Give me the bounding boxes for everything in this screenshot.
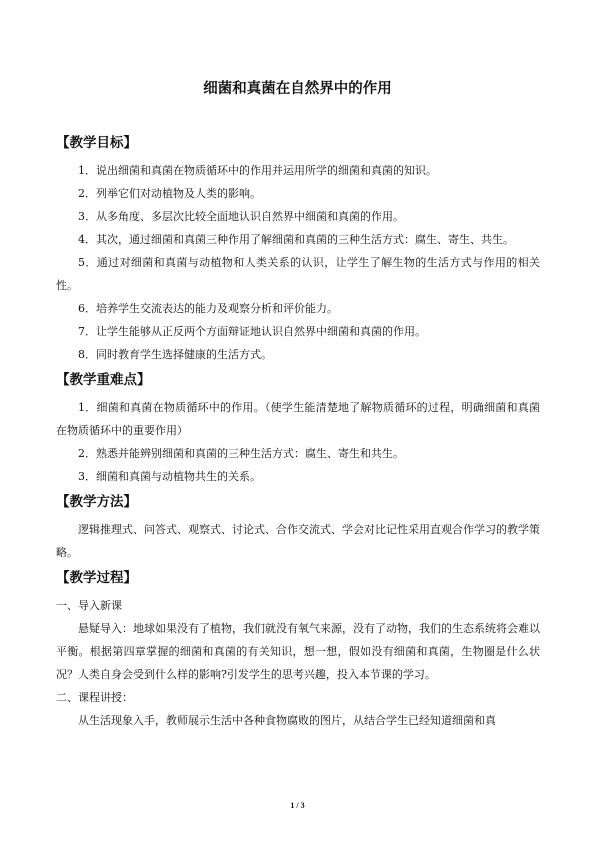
key-point-item: 3．细菌和真菌与动植物共生的关系。 — [78, 470, 261, 483]
key-point-item: 2．熟悉并能辨别细菌和真菌的三种生活方式：腐生、寄生和共生。 — [78, 447, 404, 460]
process-step-label: 二、课程讲授： — [56, 691, 133, 704]
document-title: 细菌和真菌在自然界中的作用 — [203, 81, 392, 97]
objective-item: 6．培养学生交流表达的能力及观察分析和评价能力。 — [78, 302, 338, 315]
process-step-text: 悬疑导入：地球如果没有了植物，我们就没有氧气来源，没有了动物，我们的生态系统将会难以平衡。根据第四章掌握的细菌和真菌的有关知识，想一想，假如没有细菌和真菌，生物圈是什么状况？人类自身会受到什么样的影响?引发学生的思考兴趣，投入本节课的学习。 — [56, 622, 540, 681]
objective-item: 8．同时教育学生选择健康的生活方式。 — [78, 348, 272, 361]
objective-item: 2．列举它们对动植物及人类的影响。 — [78, 187, 261, 200]
document-body — [56, 133, 540, 732]
page-number: 1 / 3 — [290, 801, 305, 810]
objective-item: 5．通过对细菌和真菌与动植物和人类关系的认识，让学生了解生物的生活方式与作用的相关性。 — [56, 256, 540, 292]
objective-item: 7．让学生能够从正反两个方面辩证地认识自然界中细菌和真菌的作用。 — [78, 325, 426, 338]
objective-item: 3．从多角度、多层次比较全面地认识自然界中细菌和真菌的作用。 — [78, 210, 404, 223]
process-step-label: 一、导入新课 — [56, 599, 122, 612]
section-heading-key-points: 【教学重难点】 — [56, 372, 151, 388]
section-heading-methods: 【教学方法】 — [56, 494, 137, 510]
section-methods — [56, 492, 540, 564]
section-heading-process: 【教学过程】 — [56, 570, 137, 586]
key-point-item: 1．细菌和真菌在物质循环中的作用。（使学生能清楚地了解物质循环的过程，明确细菌和真菌在物质循环中的重要作用） — [56, 401, 540, 437]
objective-item: 1．说出细菌和真菌在物质循环中的作用并运用所学的细菌和真菌的知识。 — [78, 164, 437, 177]
objective-item: 4．其次，通过细菌和真菌三种作用了解细菌和真菌的三种生活方式：腐生、寄生、共生。 — [78, 233, 514, 246]
section-key-points — [56, 370, 540, 488]
section-heading-objectives: 【教学目标】 — [56, 135, 137, 151]
methods-text: 逻辑推理式、问答式、观察式、讨论式、合作交流式、学会对比记性采用直观合作学习的教学策略。 — [56, 523, 540, 559]
section-objectives — [56, 133, 540, 366]
section-process — [56, 568, 540, 732]
process-step-text: 从生活现象入手，教师展示生活中各种食物腐败的图片，从结合学生已经知道细菌和真 — [78, 714, 496, 727]
